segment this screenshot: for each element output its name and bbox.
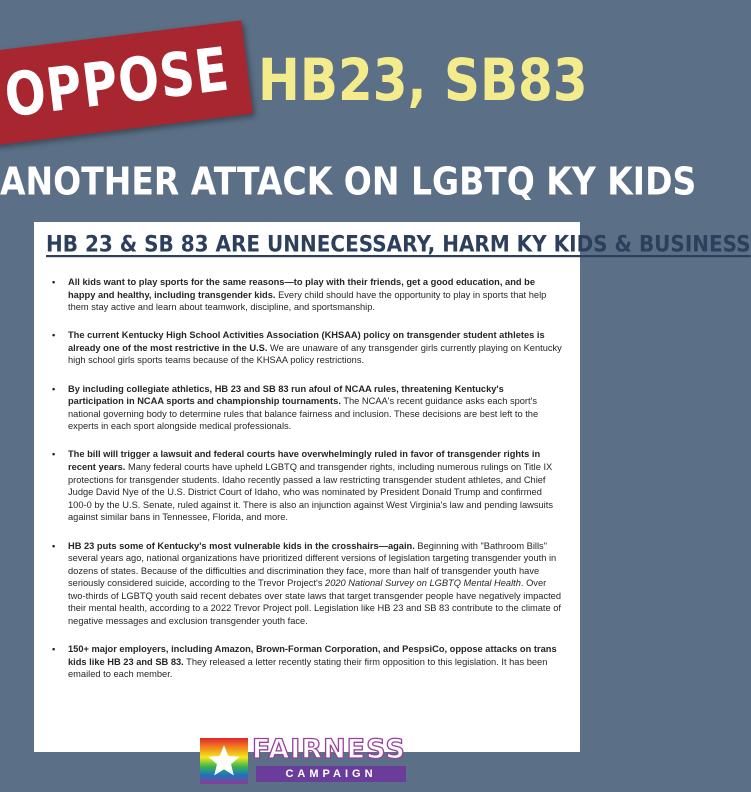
bullet-icon: • <box>52 383 56 394</box>
point-bold: By including collegiate athletics, HB 23 and SB 83 run afoul of NCAA rules, threatening Kentucky's participation in NCAA sports and championship tournaments. <box>68 383 504 407</box>
point-text <box>68 643 562 681</box>
point-bold: The bill will trigger a lawsuit and federal courts have overwhelmingly ruled in favor of transgender rights in recent years. <box>68 449 541 473</box>
point-text <box>68 276 562 314</box>
bullet-icon: • <box>52 330 56 341</box>
bullet-icon: • <box>52 449 56 460</box>
content-card <box>34 222 751 752</box>
list-item <box>46 643 562 681</box>
point-text <box>68 448 562 524</box>
point-body: Every child should have the opportunity to play in sports that help them stay active and learn about teamwork, discipline, and sportsmanship. <box>68 289 547 313</box>
logo-subtitle: CAMPAIGN <box>256 766 406 782</box>
bullet-icon: • <box>52 644 56 655</box>
point-text <box>68 383 562 433</box>
point-bold: The current Kentucky High School Activities Association (KHSAA) policy on transgender student athletes is already one of the most restrictive in the U.S. <box>68 330 545 353</box>
point-bold: 150+ major employers, including Amazon, Brown-Forman Corporation, and PespsiCo, oppose attacks on trans kids like HB 23 and SB 83. <box>68 644 557 667</box>
oppose-banner <box>0 20 253 145</box>
subtitle-heading: ANOTHER ATTACK ON LGBTQ KY KIDS <box>0 159 697 204</box>
points-list <box>46 276 562 681</box>
point-body: Many federal courts have upheld LGBTQ and transgender rights, including numerous rulings on Title IX protections for transgender students. Idaho recently passed a law restricting transgender student athletes, and Chief Judge David Nye of the U.S. District Court of Idaho, who was nominated by President Donald Trump and confirmed 100-0 by the U.S. Senate, ruled against it. There is also an injunction against West Virginia's law and pending lawsuits against similar bans in Tennessee, Florida, and more. <box>68 462 553 523</box>
bullet-icon: • <box>52 540 56 551</box>
card-title: HB 23 & SB 83 ARE UNNECESSARY, HARM KY KIDS & BUSINESS <box>46 230 751 258</box>
bill-numbers-heading: HB23, SB83 <box>258 47 588 114</box>
list-item <box>46 276 562 314</box>
point-bold: All kids want to play sports for the same reasons—to play with their friends, get a good education, and be happy and healthy, including transgender kids. <box>68 277 535 300</box>
point-bold: HB 23 puts some of Kentucky's most vulnerable kids in the crosshairs—again. <box>68 540 415 551</box>
point-body: Beginning with "Bathroom Bills" several years ago, national organizations have prioritized different versions of legislation targeting transgender youth in dozens of states. Because of the difficulties and discrimination they face, more than half of transgender youth have seriously considered suicide, according to the Trevor Project's <box>68 540 557 589</box>
point-text <box>68 329 562 367</box>
list-item <box>46 540 562 628</box>
oppose-text: OPPOSE <box>0 34 234 132</box>
point-text <box>68 540 562 628</box>
list-item <box>46 448 562 524</box>
survey-title: 2020 National Survey on LGBTQ Mental Health <box>325 578 521 589</box>
point-body: They released a letter recently stating their firm opposition to this legislation. It has been emailed to each member. <box>68 656 548 680</box>
point-body: We are unaware of any transgender girls currently playing on Kentucky high school girls sports teams because of the KHSAA policy restrictions. <box>68 342 562 366</box>
point-body-continued: . Over two-thirds of LGBTQ youth said recent debates over state laws that target transgender people have negatively impacted their mental health, according to a 2022 Trevor Project poll. Legislation like HB 23 and SB 83 contribute to the climate of negative messages and exclusion transgender youth face. <box>68 578 562 627</box>
bullet-icon: • <box>52 277 56 287</box>
list-item <box>46 383 562 433</box>
rainbow-star-icon <box>200 738 248 784</box>
point-body: The NCAA's recent guidance asks each sport's national governing body to determine rules that balance fairness and inclusion. These decisions are best left to the experts in each sport alongside medical professionals. <box>68 396 539 432</box>
list-item <box>46 329 562 367</box>
fairness-campaign-logo <box>200 734 414 786</box>
logo-wordmark: FAIRNESS <box>252 734 406 765</box>
star-icon <box>206 743 242 779</box>
